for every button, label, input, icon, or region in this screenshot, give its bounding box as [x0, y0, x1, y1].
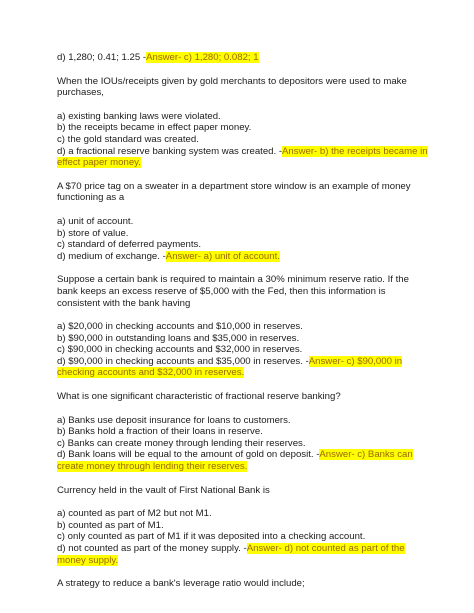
- question-stem-line: A strategy to reduce a bank's leverage ratio would include;: [57, 578, 305, 590]
- option-b: b) Banks hold a fraction of their loans in reserve.: [57, 426, 263, 438]
- option-b: b) store of value.: [57, 227, 129, 239]
- option-b: b) the receipts became in effect paper money.: [57, 122, 252, 134]
- question-stem-line: Suppose a certain bank is required to maintain a 30% minimum reserve ratio. If the: [57, 274, 409, 286]
- option-a: a) unit of account.: [57, 215, 134, 227]
- question-block: [57, 485, 417, 567]
- option-d-line: [57, 543, 417, 555]
- answer-continuation: [57, 555, 417, 567]
- question-block: [57, 181, 417, 263]
- answer-continuation: [57, 461, 417, 473]
- option-d-line: [57, 145, 428, 158]
- answer-highlight: Answer- d) not counted as part of the: [246, 543, 405, 554]
- option-d-line: [57, 356, 417, 368]
- option-c: c) only counted as part of M1 if it was deposited into a checking account.: [57, 531, 366, 543]
- question-stem-line: purchases,: [57, 87, 104, 99]
- question-block: [57, 52, 417, 64]
- answer-highlight: money supply.: [57, 554, 119, 566]
- answer-continuation: [57, 367, 417, 379]
- option-d-line: [57, 449, 417, 461]
- question-stem-line: consistent with the bank having: [57, 297, 191, 309]
- document-page: [57, 52, 428, 602]
- answer-continuation: [57, 157, 417, 169]
- question-stem-line: A $70 price tag on a sweater in a department store window is an example of money: [57, 180, 411, 192]
- option-a: a) existing banking laws were violated.: [57, 110, 221, 122]
- question-stem-line: functioning as a: [57, 192, 125, 204]
- answer-highlight: Answer- b) the receipts became in: [282, 145, 428, 157]
- option-c: c) the gold standard was created.: [57, 133, 199, 145]
- option-d-text: d) Bank loans will be equal to the amount of gold on deposit. -: [57, 449, 320, 461]
- option-b: b) $90,000 in outstanding loans and $35,000 in reserves.: [57, 332, 300, 344]
- option-d-line: [57, 52, 417, 64]
- option-d-text: d) medium of exchange. -: [57, 250, 166, 262]
- question-stem-line: Currency held in the vault of First National Bank is: [57, 484, 270, 496]
- option-c: c) Banks can create money through lending their reserves.: [57, 437, 306, 449]
- answer-highlight: Answer- c) 1,280; 0.082; 1: [146, 52, 259, 63]
- answer-highlight: Answer- a) unit of account.: [165, 250, 280, 262]
- answer-highlight: checking accounts and $32,000 in reserves.: [57, 367, 245, 379]
- answer-highlight: Answer- c) $90,000 in: [308, 355, 403, 367]
- question-stem-line: When the IOUs/receipts given by gold merchants to depositors were used to make: [57, 75, 407, 87]
- option-a: a) counted as part of M2 but not M1.: [57, 508, 212, 520]
- answer-highlight: effect paper money.: [57, 157, 141, 169]
- option-a: a) $20,000 in checking accounts and $10,000 in reserves.: [57, 321, 303, 333]
- question-block: [57, 75, 428, 169]
- question-block: [57, 578, 417, 590]
- option-d-text: d) 1,280; 0.41; 1.25 -: [57, 52, 147, 63]
- option-d-line: [57, 251, 417, 263]
- option-d-text: d) a fractional reserve banking system was created. -: [57, 145, 283, 157]
- option-a: a) Banks use deposit insurance for loans to customers.: [57, 414, 291, 426]
- option-d-text: d) $90,000 in checking accounts and $35,000 in reserves. -: [57, 355, 309, 367]
- option-d-text: d) not counted as part of the money supply. -: [57, 543, 247, 554]
- option-c: c) $90,000 in checking accounts and $32,000 in reserves.: [57, 344, 303, 356]
- question-stem-line: What is one significant characteristic of fractional reserve banking?: [57, 391, 341, 403]
- option-b: b) counted as part of M1.: [57, 519, 164, 531]
- answer-highlight: create money through lending their reserves.: [57, 461, 248, 473]
- question-block: [57, 274, 417, 379]
- answer-highlight: Answer- c) Banks can: [319, 449, 413, 461]
- question-block: [57, 391, 417, 473]
- option-c: c) standard of deferred payments.: [57, 239, 201, 251]
- question-stem-line: bank keeps an excess reserve of $5,000 with the Fed, then this information is: [57, 285, 386, 297]
